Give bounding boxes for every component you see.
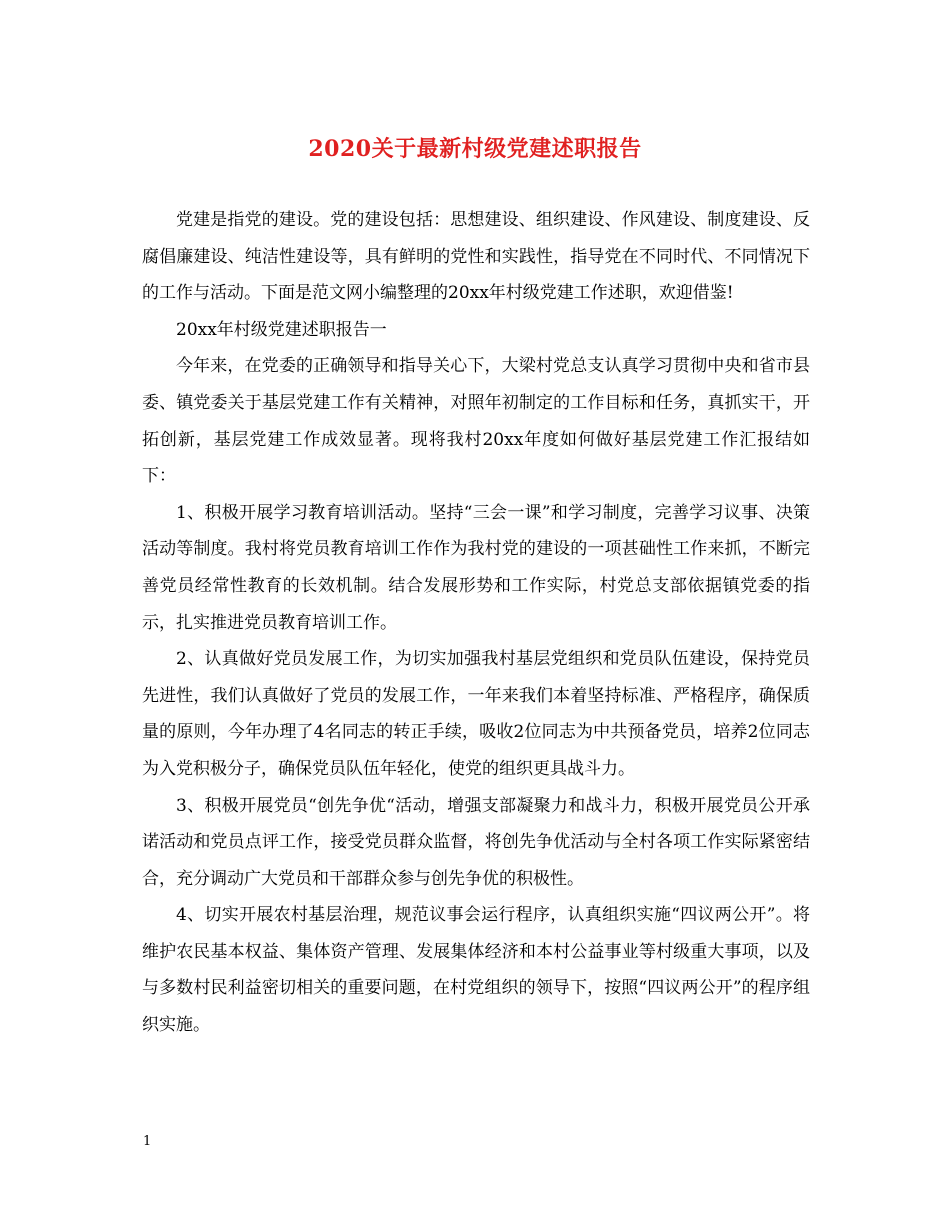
document-body: [142, 202, 810, 1044]
body-paragraph: 1、积极开展学习教育培训活动。坚持“三会一课”和学习制度，完善学习议事、决策活动等制度。我村将党员教育培训工作作为我村党的建设的一项甚础性工作来抓，不断完善党员经常性教育的长效机制。结合发展形势和工作实际，村党总支部依据镇党委的指示，扎实推进党员教育培训工作。: [142, 502, 810, 633]
document-title: 2020关于最新村级党建述职报告: [308, 136, 642, 162]
body-paragraph: 4、切实开展农村基层治理，规范议事会运行程序，认真组织实施“四议两公开”。将维护农民基本权益、集体资产管理、发展集体经济和本村公益事业等村级重大事项，以及与多数村民利益密切相关的重要问题，在村党组织的领导下，按照“四议两公开”的程序组织实施。: [142, 905, 810, 1036]
body-paragraph: 3、积极开展党员“创先争优“活动，增强支部凝聚力和战斗力，积极开展党员公开承诺活动和党员点评工作，接受党员群众监督，将创先争优活动与全村各项工作实际紧密结合，充分调动广大党员和干部群众参与创先争优的积极性。: [142, 795, 810, 889]
intro-paragraph: 党建是指党的建设。党的建设包括：思想建设、组织建设、作风建设、制度建设、反腐倡廉建设、纯洁性建设等，具有鲜明的党性和实践性，指导党在不同时代、不同情况下的工作与活动。下面是范文网小编整理的20xx年村级党建工作述职，欢迎借鉴!: [142, 210, 810, 304]
section-heading: 20xx年村级党建述职报告一: [176, 319, 387, 340]
body-paragraph: 2、认真做好党员发展工作，为切实加强我村基层党组织和党员队伍建设，保持党员先进性，我们认真做好了党员的发展工作，一年来我们本着坚持标准、严格程序，确保质量的原则，今年办理了4名同志的转正手续，吸收2位同志为中共预备党员，培养2位同志为入党积极分子，确保党员队伍年轻化，使党的组织更具战斗力。: [142, 649, 810, 779]
page-number: 1: [143, 1134, 152, 1149]
body-paragraph: 今年来，在党委的正确领导和指导关心下，大梁村党总支认真学习贯彻中央和省市县委、镇党委关于基层党建工作有关精神，对照年初制定的工作目标和任务，真抓实干，开拓创新，基层党建工作成效显著。现将我村20xx年度如何做好基层党建工作汇报结如下：: [142, 356, 810, 487]
